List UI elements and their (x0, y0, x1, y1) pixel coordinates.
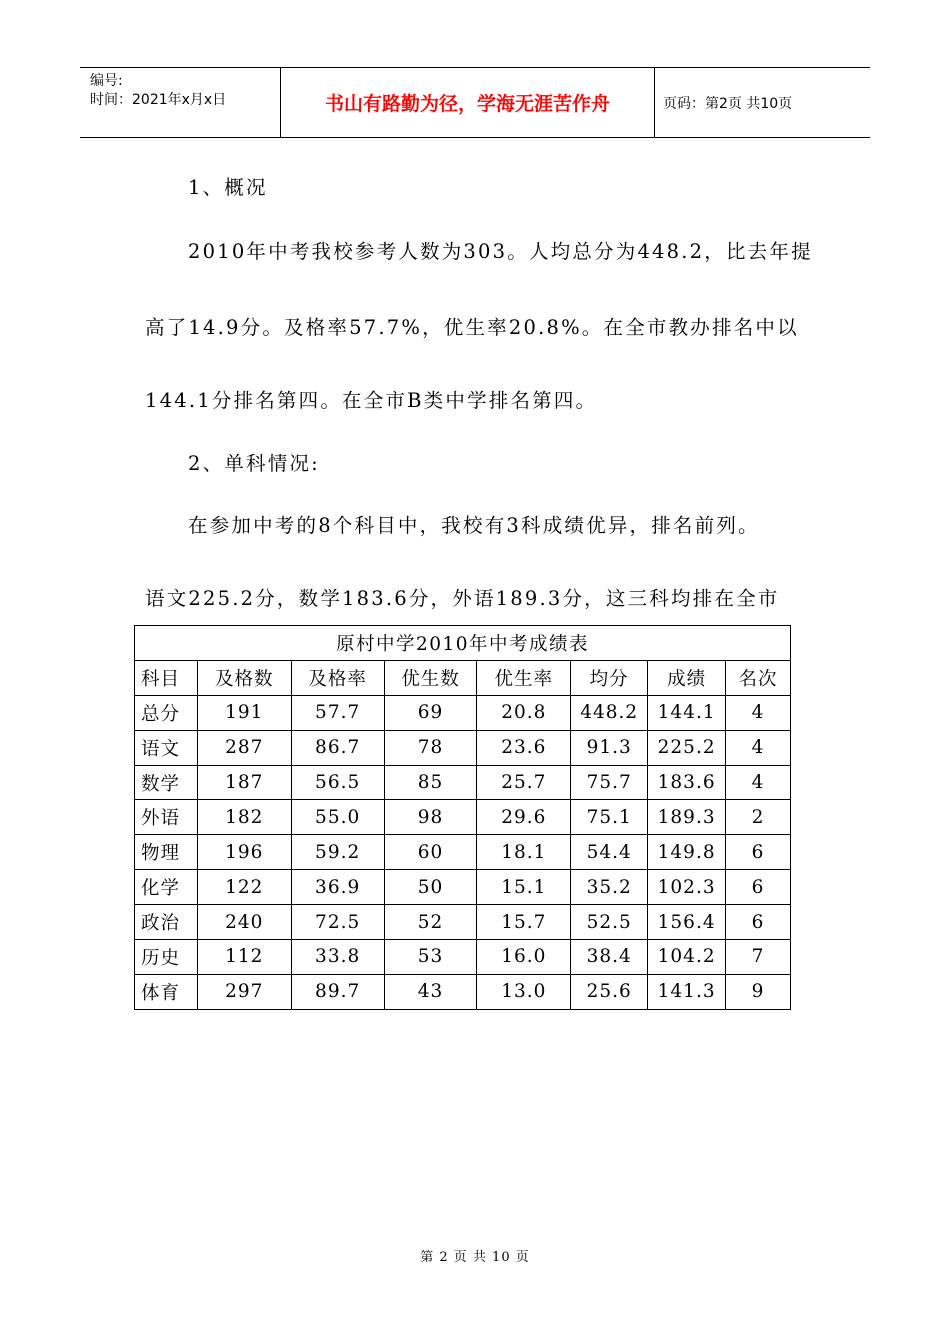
table-cell: 59.2 (291, 835, 384, 870)
page-footer: 第 2 页 共 10 页 (420, 1250, 530, 1265)
table-cell: 287 (197, 730, 291, 765)
table-cell: 91.3 (571, 730, 648, 765)
table-subject-cell: 数学 (135, 765, 198, 800)
table-cell: 33.8 (291, 940, 384, 975)
table-row (135, 974, 791, 1009)
table-header-cell: 成绩 (648, 660, 726, 695)
table-cell: 75.1 (571, 800, 648, 835)
table-cell: 60 (384, 835, 477, 870)
table-row (135, 835, 791, 870)
table-header-cell: 及格率 (291, 660, 384, 695)
table-cell: 23.6 (477, 730, 571, 765)
table-subject-cell: 总分 (135, 695, 198, 730)
table-subject-cell: 政治 (135, 905, 198, 940)
table-header-cell: 优生数 (384, 660, 477, 695)
paragraph-line-3: 144.1分排名第四。在全市B类中学排名第四。 (145, 389, 598, 412)
table-cell: 141.3 (648, 974, 726, 1009)
table-row (135, 800, 791, 835)
table-cell: 122 (197, 870, 291, 905)
table-cell: 182 (197, 800, 291, 835)
table-cell: 13.0 (477, 974, 571, 1009)
table-cell: 225.2 (648, 730, 726, 765)
table-cell: 4 (726, 730, 791, 765)
paragraph-line-4: 在参加中考的8个科目中，我校有3科成绩优异，排名前列。 (188, 514, 760, 537)
table-cell: 149.8 (648, 835, 726, 870)
table-cell: 4 (726, 695, 791, 730)
table-cell: 54.4 (571, 835, 648, 870)
table-cell: 29.6 (477, 800, 571, 835)
table-cell: 43 (384, 974, 477, 1009)
table-cell: 104.2 (648, 940, 726, 975)
score-table (134, 625, 791, 1010)
table-cell: 112 (197, 940, 291, 975)
table-cell: 4 (726, 765, 791, 800)
section-2-title: 2、单科情况: (188, 452, 320, 475)
table-cell: 6 (726, 835, 791, 870)
page-header (80, 67, 870, 138)
table-header-cell: 均分 (571, 660, 648, 695)
table-cell: 6 (726, 905, 791, 940)
table-cell: 72.5 (291, 905, 384, 940)
table-cell: 102.3 (648, 870, 726, 905)
header-motto: 书山有路勤为径，学海无涯苦作舟 (281, 68, 655, 137)
table-header-cell: 科目 (135, 660, 198, 695)
table-row (135, 940, 791, 975)
table-cell: 189.3 (648, 800, 726, 835)
table-header-cell: 名次 (726, 660, 791, 695)
table-cell: 297 (197, 974, 291, 1009)
table-cell: 18.1 (477, 835, 571, 870)
table-cell: 78 (384, 730, 477, 765)
table-cell: 52.5 (571, 905, 648, 940)
table-cell: 25.6 (571, 974, 648, 1009)
table-subject-cell: 历史 (135, 940, 198, 975)
table-cell: 75.7 (571, 765, 648, 800)
table-cell: 50 (384, 870, 477, 905)
table-row (135, 695, 791, 730)
table-caption: 原村中学2010年中考成绩表 (135, 626, 791, 661)
table-cell: 57.7 (291, 695, 384, 730)
table-cell: 196 (197, 835, 291, 870)
paragraph-line-1: 2010年中考我校参考人数为303。人均总分为448.2，比去年提 (188, 240, 813, 263)
table-header-cell: 优生率 (477, 660, 571, 695)
table-header-cell: 及格数 (197, 660, 291, 695)
paragraph-line-5: 语文225.2分，数学183.6分，外语189.3分，这三科均排在全市 (145, 587, 780, 610)
table-cell: 191 (197, 695, 291, 730)
table-caption-row (135, 626, 791, 661)
table-cell: 36.9 (291, 870, 384, 905)
table-cell: 25.7 (477, 765, 571, 800)
document-number-label: 编号: (90, 73, 123, 89)
table-cell: 38.4 (571, 940, 648, 975)
table-cell: 7 (726, 940, 791, 975)
table-cell: 56.5 (291, 765, 384, 800)
table-cell: 89.7 (291, 974, 384, 1009)
table-subject-cell: 物理 (135, 835, 198, 870)
table-cell: 53 (384, 940, 477, 975)
table-subject-cell: 语文 (135, 730, 198, 765)
table-row (135, 870, 791, 905)
table-cell: 2 (726, 800, 791, 835)
table-cell: 15.7 (477, 905, 571, 940)
table-cell: 187 (197, 765, 291, 800)
table-cell: 240 (197, 905, 291, 940)
table-cell: 183.6 (648, 765, 726, 800)
table-cell: 55.0 (291, 800, 384, 835)
table-cell: 6 (726, 870, 791, 905)
section-1-title: 1、概况 (188, 176, 268, 199)
paragraph-line-2: 高了14.9分。及格率57.7%，优生率20.8%。在全市教办排名中以 (145, 316, 799, 339)
table-cell: 69 (384, 695, 477, 730)
table-cell: 35.2 (571, 870, 648, 905)
table-cell: 9 (726, 974, 791, 1009)
table-row (135, 905, 791, 940)
table-subject-cell: 体育 (135, 974, 198, 1009)
table-cell: 85 (384, 765, 477, 800)
table-cell: 16.0 (477, 940, 571, 975)
table-cell: 156.4 (648, 905, 726, 940)
table-cell: 52 (384, 905, 477, 940)
table-subject-cell: 化学 (135, 870, 198, 905)
table-cell: 15.1 (477, 870, 571, 905)
table-row (135, 730, 791, 765)
table-header-row (135, 660, 791, 695)
table-cell: 86.7 (291, 730, 384, 765)
document-date: 时间：2021年x月x日 (90, 92, 227, 108)
header-meta (80, 68, 281, 137)
header-page-info: 页码：第2页 共10页 (663, 95, 793, 112)
table-cell: 98 (384, 800, 477, 835)
table-row (135, 765, 791, 800)
table-cell: 144.1 (648, 695, 726, 730)
table-cell: 20.8 (477, 695, 571, 730)
table-cell: 448.2 (571, 695, 648, 730)
table-subject-cell: 外语 (135, 800, 198, 835)
